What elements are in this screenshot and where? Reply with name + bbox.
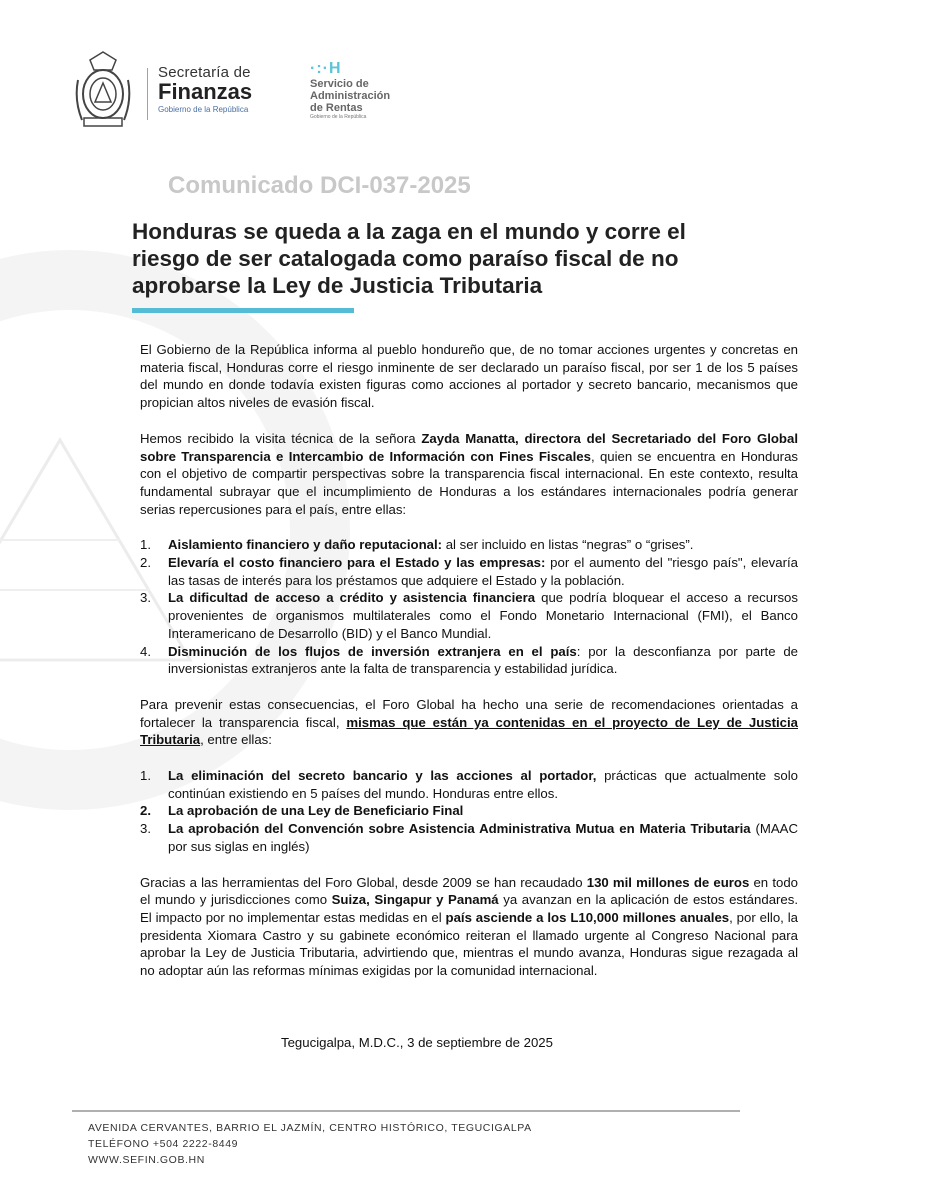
list-item-text: por el aumento del "riesgo país", elevaría las tasas de interés para los préstamos que adquiere el Estado y la población. bbox=[168, 555, 798, 588]
p4-bold-b: 130 mil millones de euros bbox=[586, 874, 750, 890]
list-item-text: (MAAC por sus siglas en inglés) bbox=[168, 821, 798, 854]
sar-mark-icon: ·:·H bbox=[310, 60, 342, 77]
p3-text-c: , entre ellas: bbox=[200, 732, 272, 748]
list-item-text: al ser incluido en listas “negras” o “grises”. bbox=[442, 537, 694, 553]
list-item-title: La dificultad de acceso a crédito y asistencia financiera bbox=[168, 590, 536, 606]
document-number: Comunicado DCI-037-2025 bbox=[168, 172, 471, 199]
sar-line1: Servicio de bbox=[310, 78, 369, 90]
paragraph-3 bbox=[140, 696, 798, 749]
p3-underlined: mismas que están ya contenidas en el proyecto de Ley de Justicia Tributaria bbox=[140, 714, 798, 748]
list-item-text: prácticas que actualmente solo continúan existiendo en 5 países del mundo. Honduras entre ellos. bbox=[168, 768, 798, 801]
p4-text-g: , por ello, la presidenta Xiomara Castro y su gabinete económico reiteran el llamado urgente al Congreso Nacional para aprobar la Ley de Justicia Tributaria, advirtiendo que, mientras el mundo avanza, Honduras sigue rezagada al no adoptar aún las reformas mínimas exigidas por la comunidad internacional. bbox=[140, 909, 798, 979]
recommendations-list bbox=[140, 767, 798, 856]
list-item-title: La aprobación de una Ley de Beneficiario Final bbox=[168, 803, 464, 819]
p4-bold-d: Suiza, Singapur y Panamá bbox=[331, 892, 499, 908]
list-number: 1. bbox=[140, 537, 151, 553]
p2-bold: Zayda Manatta, directora del Secretariado del Foro Global sobre Transparencia e Intercambio de Información con Fines Fiscales bbox=[140, 430, 798, 464]
list-item-title: Aislamiento financiero y daño reputacional: bbox=[168, 537, 443, 553]
sefin-logo bbox=[158, 64, 252, 114]
consequences-list bbox=[140, 536, 798, 678]
p4-text-a: Gracias a las herramientas del Foro Global, desde 2009 se han recaudado bbox=[140, 874, 587, 890]
footer-divider bbox=[72, 1110, 740, 1112]
sar-line3: de Rentas bbox=[310, 102, 363, 114]
list-item-title: La eliminación del secreto bancario y las acciones al portador, bbox=[168, 768, 597, 784]
list-item bbox=[140, 820, 798, 855]
p3-text-a: Para prevenir estas consecuencias, el Foro Global ha hecho una serie de recomendaciones orientadas a fortalecer la transparencia fiscal, bbox=[140, 696, 798, 730]
p4-text-e: ya avanzan en la aplicación de estos estándares. El impacto por no implementar estas medidas en el bbox=[140, 892, 799, 925]
footer-phone: TELÉFONO +504 2222-8449 bbox=[88, 1138, 239, 1150]
paragraph-4 bbox=[140, 874, 798, 980]
p2-text-a: Hemos recibido la visita técnica de la señora bbox=[140, 430, 422, 446]
sefin-line1: Secretaría de bbox=[158, 64, 251, 81]
list-item-title: La aprobación del Convención sobre Asistencia Administrativa Mutua en Materia Tributaria bbox=[168, 821, 751, 837]
p2-text-c: , quien se encuentra en Honduras con el objetivo de compartir perspectivas sobre la transparencia fiscal internacional. En este contexto, resulta fundamental subrayar que el incumplimiento de Honduras a los estándares internacionales podría generar serias repercusiones para el país, entre ellas: bbox=[140, 448, 798, 517]
signoff-date: Tegucigalpa, M.D.C., 3 de septiembre de 2025 bbox=[281, 1035, 553, 1050]
coat-of-arms-icon bbox=[72, 50, 134, 130]
sefin-line2: Finanzas bbox=[158, 79, 253, 104]
sar-logo bbox=[310, 60, 390, 120]
sar-line2: Administración bbox=[310, 90, 391, 102]
paragraph-2 bbox=[140, 430, 798, 519]
list-item-title: Disminución de los flujos de inversión extranjera en el país bbox=[168, 643, 577, 659]
header-divider bbox=[147, 68, 148, 120]
footer bbox=[88, 1120, 532, 1168]
list-number: 3. bbox=[140, 590, 151, 606]
list-item-text: que podría bloquear el acceso a recursos provenientes de organismos multilaterales como el Fondo Monetario Internacional (FMI), el Banco Interamericano de Desarrollo (BID) y el Banco Mundial. bbox=[168, 590, 798, 641]
list-item bbox=[140, 767, 798, 802]
list-item bbox=[140, 643, 798, 678]
list-item bbox=[140, 536, 798, 554]
paragraph-1: El Gobierno de la República informa al pueblo hondureño que, de no tomar acciones urgentes y concretas en materia fiscal, Honduras corre el riesgo inminente de ser declarado un paraíso fiscal, por ser 1 de los 5 países del mundo en donde todavía existen figuras como acciones al portador y secreto bancario, mecanismos que propician altos niveles de evasión fiscal. bbox=[140, 342, 798, 411]
list-number: 4. bbox=[140, 643, 151, 659]
footer-website-link[interactable]: WWW.SEFIN.GOB.HN bbox=[88, 1154, 205, 1166]
list-item bbox=[140, 554, 798, 589]
list-item-text: : por la desconfianza por parte de inversionistas extranjeros ante la falta de transparencia y estabilidad jurídica. bbox=[168, 643, 798, 677]
accent-bar bbox=[132, 308, 354, 313]
list-number: 2. bbox=[140, 555, 151, 571]
list-item bbox=[140, 589, 798, 642]
sar-line4: Gobierno de la República bbox=[310, 114, 367, 120]
letterhead bbox=[72, 50, 492, 140]
p4-text-c: en todo el mundo y jurisdicciones como bbox=[140, 874, 798, 908]
list-number: 1. bbox=[140, 768, 151, 784]
sefin-line3: Gobierno de la República bbox=[158, 105, 249, 114]
list-item-title: Elevaría el costo financiero para el Estado y las empresas: bbox=[168, 555, 546, 571]
list-number: 2. bbox=[140, 803, 151, 819]
document-body bbox=[140, 341, 798, 998]
list-number: 3. bbox=[140, 821, 151, 837]
headline: Honduras se queda a la zaga en el mundo y corre el riesgo de ser catalogada como paraíso fiscal de no aprobarse la Ley de Justicia Tributaria bbox=[132, 219, 686, 298]
p4-bold-f: país asciende a los L10,000 millones anuales bbox=[445, 909, 730, 925]
list-item bbox=[140, 802, 798, 820]
footer-address: AVENIDA CERVANTES, BARRIO EL JAZMÍN, CENTRO HISTÓRICO, TEGUCIGALPA bbox=[88, 1122, 532, 1134]
